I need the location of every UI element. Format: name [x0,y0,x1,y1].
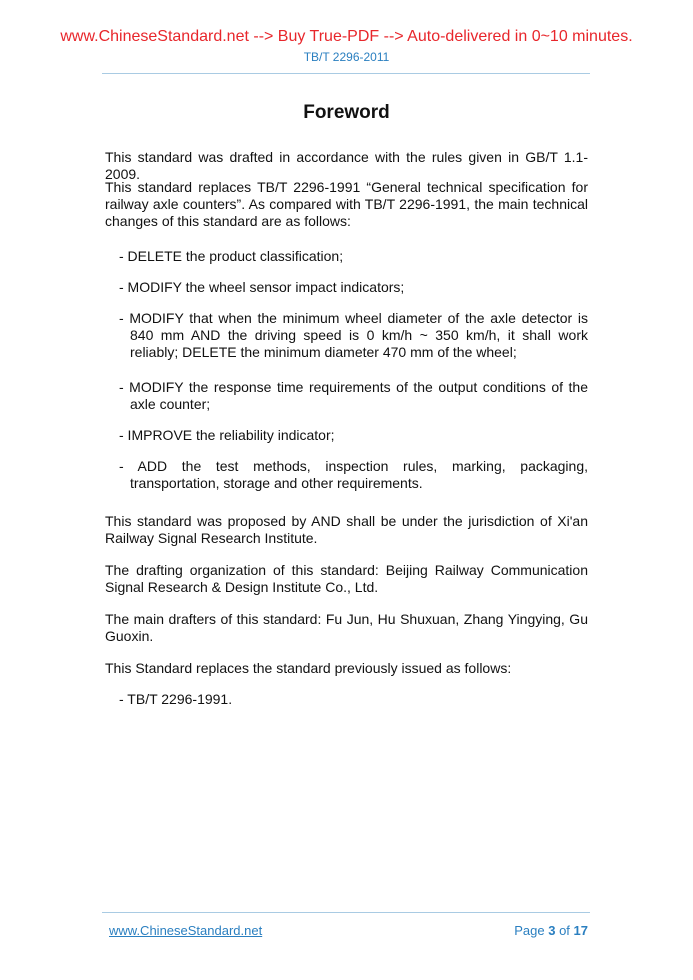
page-indicator [514,923,588,938]
page-of: of [555,923,574,938]
footer-website-link[interactable]: www.ChineseStandard.net [109,923,263,938]
header-divider [102,73,590,74]
paragraph: This standard replaces TB/T 2296-1991 “General technical specification for railway axle counters”. As compared with TB/T 2296-1991, the main technical changes of this standard are as follows: [105,179,588,229]
paragraph: The main drafters of this standard: Fu Jun, Hu Shuxuan, Zhang Yingying, Gu Guoxin. [105,611,588,644]
paragraph: This standard was drafted in accordance with the rules given in GB/T 1.1-2009. [105,149,588,182]
current-page: 3 [548,923,556,938]
page-title: Foreword [303,102,390,123]
paragraph: This standard was proposed by AND shall be under the jurisdiction of Xi'an Railway Signal Research Institute. [105,513,588,546]
paragraph: The drafting organization of this standard: Beijing Railway Communication Signal Research & Design Institute Co., Ltd. [105,562,588,595]
total-pages: 17 [573,923,588,938]
list-item: - MODIFY the wheel sensor impact indicators; [119,279,405,295]
list-item: - TB/T 2296-1991. [119,691,233,707]
list-item: - IMPROVE the reliability indicator; [119,427,335,443]
footer-divider [102,912,590,913]
list-item: - MODIFY the response time requirements of the output conditions of the axle counter; [119,379,588,412]
purchase-banner[interactable]: www.ChineseStandard.net --> Buy True-PDF --> Auto-delivered in 0~10 minutes. [60,28,633,45]
list-item: - ADD the test methods, inspection rules, marking, packaging, transportation, storage and other requirements. [119,458,588,491]
list-item: - DELETE the product classification; [119,248,344,264]
page-prefix: Page [514,923,549,938]
list-item: - MODIFY that when the minimum wheel diameter of the axle detector is 840 mm AND the driving speed is 0 km/h ~ 350 km/h, it shall work reliably; DELETE the minimum diameter 470 mm of the wheel; [119,310,588,360]
paragraph: This Standard replaces the standard previously issued as follows: [105,660,512,676]
document-number: TB/T 2296-2011 [303,50,390,64]
